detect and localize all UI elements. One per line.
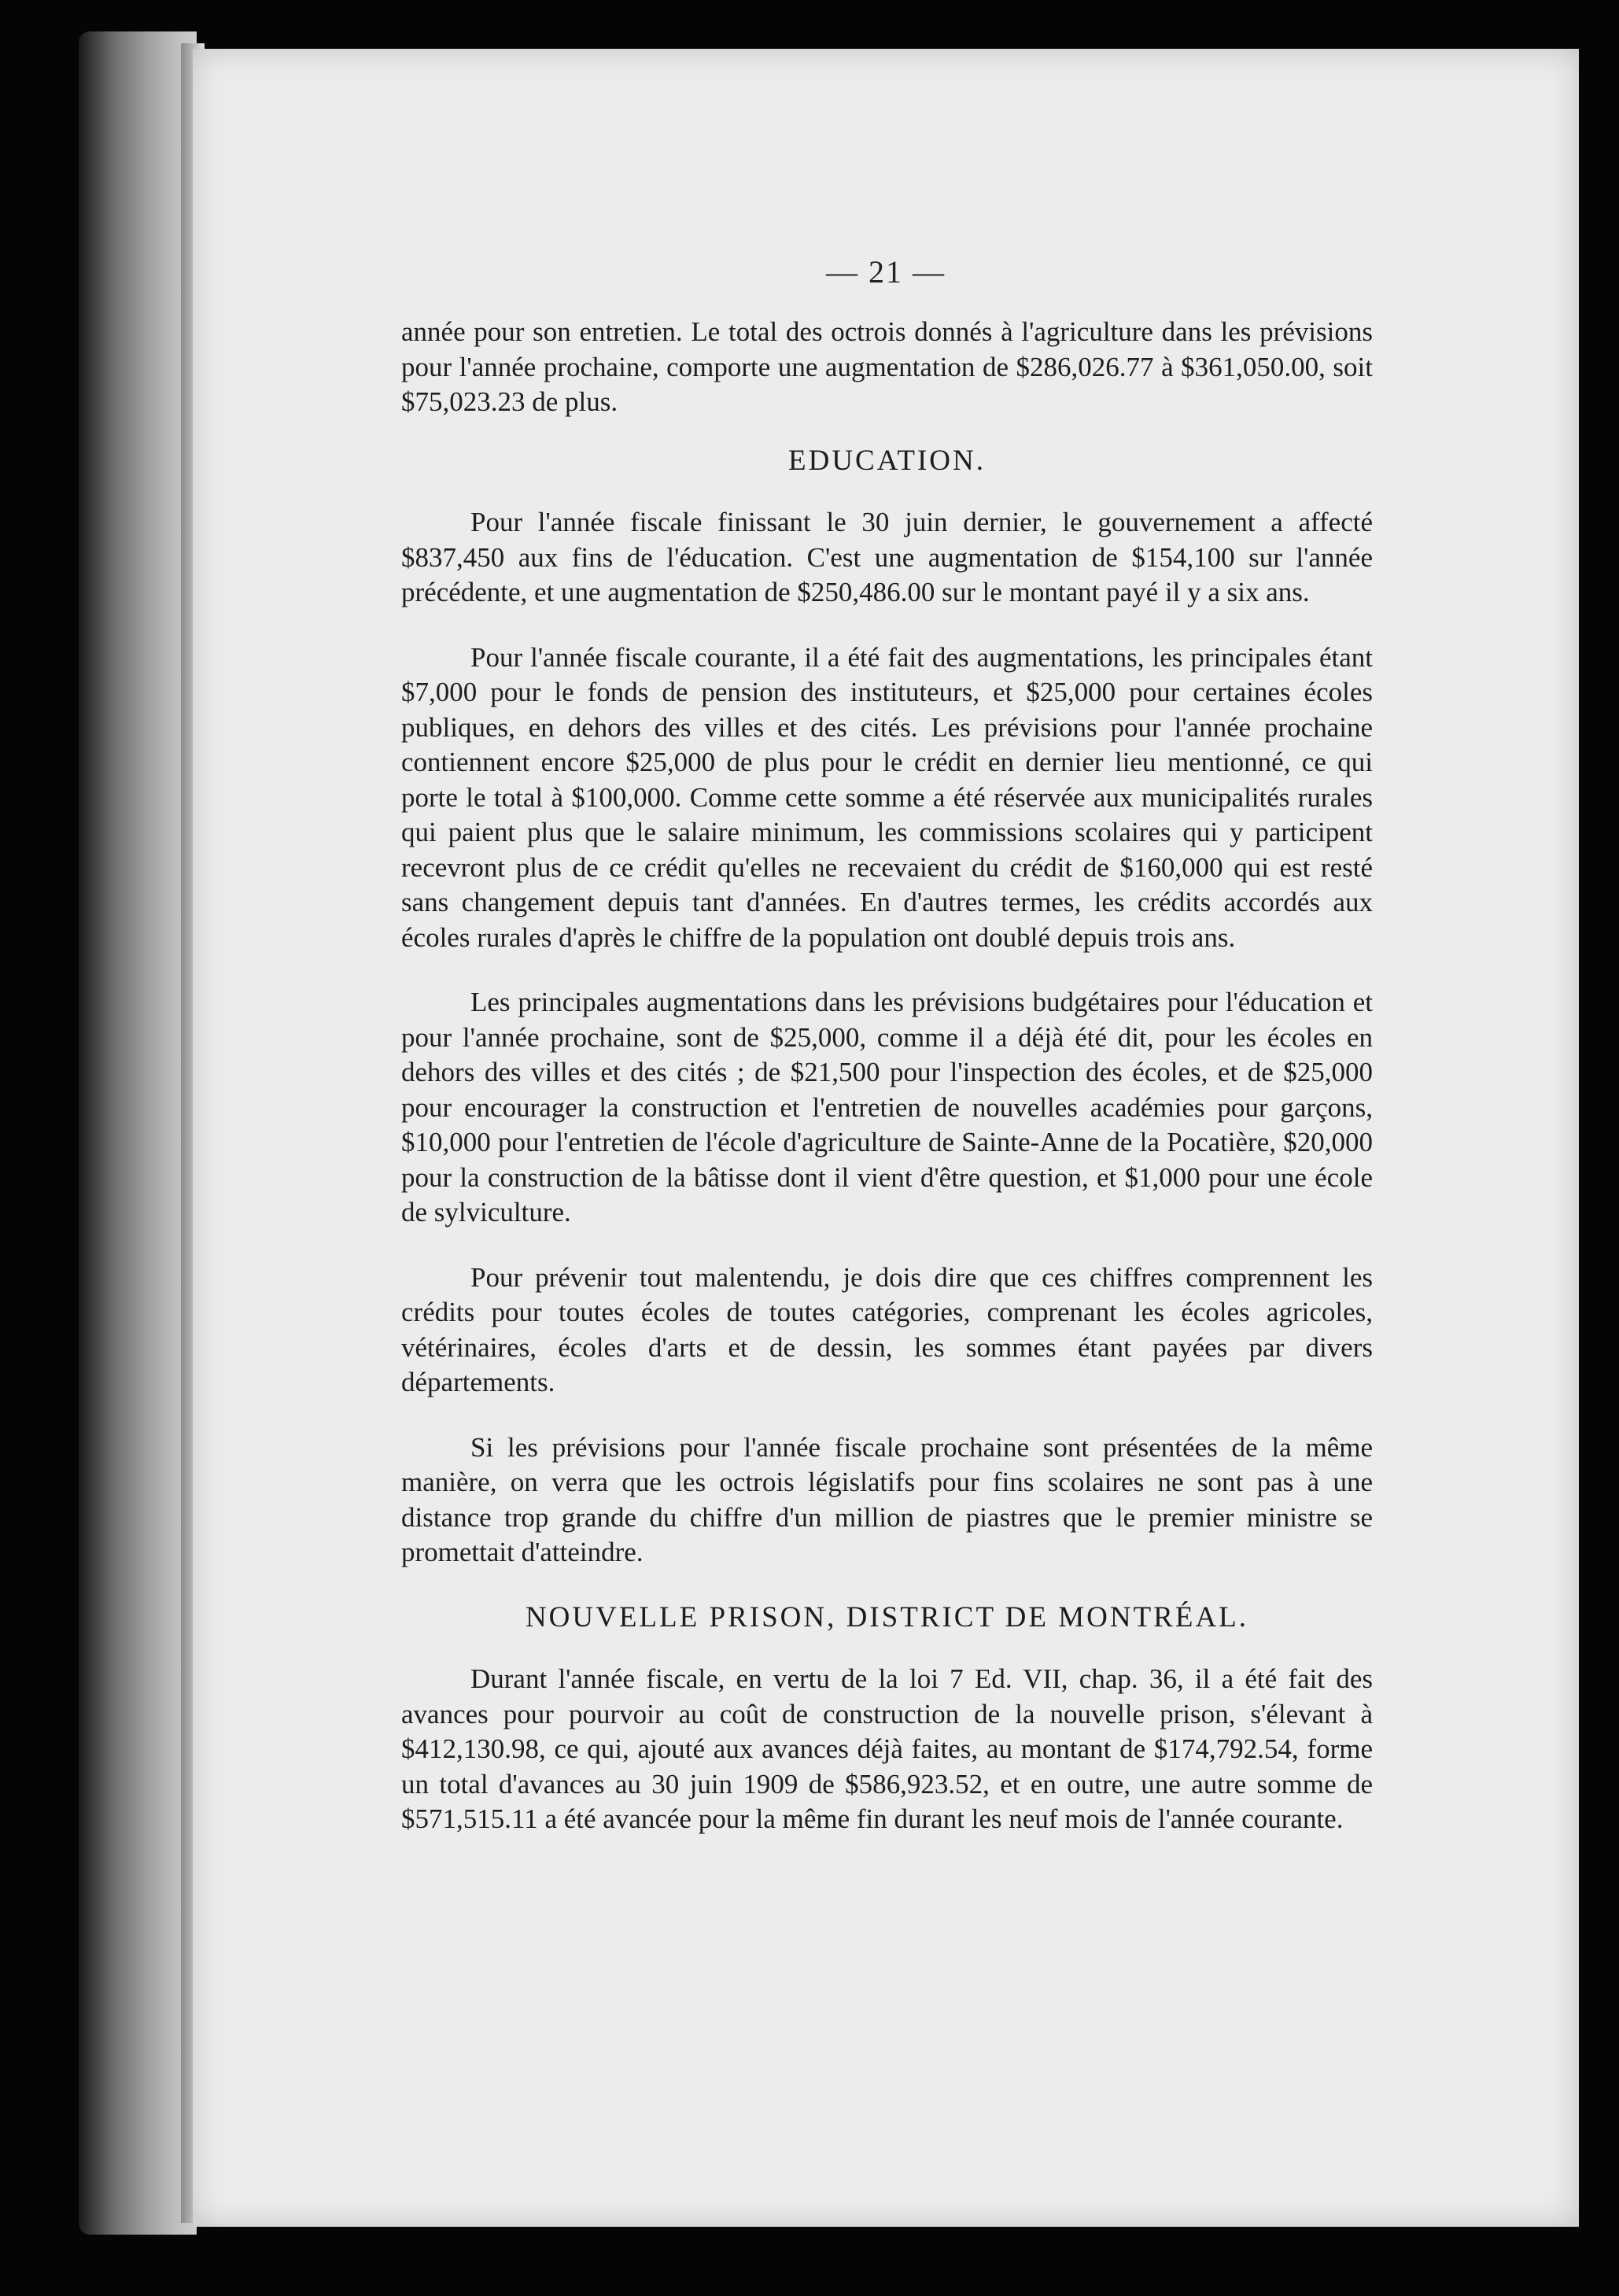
paragraph-1: Pour l'année fiscale finissant le 30 juin dernier, le gouvernement a affecté $837,450 aux fins de l'éducation. C'est une augmentation de $154,100 sur l'année précédente, et une augmentation de $250,486.00 sur le montant payé il y a six ans. bbox=[401, 507, 1373, 607]
body-text bbox=[401, 315, 1373, 1837]
paragraph-2: Pour l'année fiscale courante, il a été fait des augmentations, les principales étant $7,000 pour le fonds de pension des instituteurs, et $25,000 pour certaines écoles publiques, en dehors des villes et des cités. Les prévisions pour l'année prochaine contiennent encore $25,000 de plus pour le crédit en dernier lieu mentionné, ce qui porte le total à $100,000. Comme cette somme a été réservée aux municipalités rurales qui paient plus que le salaire minimum, les commissions scolaires qui y participent recevront plus de ce crédit qu'elles ne recevaient du crédit de $160,000 qui est resté sans changement depuis tant d'années. En d'autres termes, les crédits accordés aux écoles rurales d'après le chiffre de la population ont doublé depuis trois ans. bbox=[401, 641, 1373, 953]
section-heading-prison: NOUVELLE PRISON, DISTRICT DE MONTRÉAL. bbox=[525, 1600, 1249, 1633]
paragraph-4: Pour prévenir tout malentendu, je dois dire que ces chiffres comprennent les crédits pour toutes écoles de toutes catégories, comprenant les écoles agricoles, vétérinaires, écoles d'arts et de dessin, les sommes étant payées par divers départements. bbox=[401, 1261, 1373, 1397]
paragraph-5: Si les prévisions pour l'année fiscale prochaine sont présentées de la même manière, on verra que les octrois législatifs pour fins scolaires ne sont pas à une distance trop grande du chiffre d'un million de piastres que le premier ministre se promettait d'atteindre. bbox=[401, 1431, 1373, 1567]
intro-paragraph: année pour son entretien. Le total des octrois donnés à l'agriculture dans les prévisions pour l'année prochaine, comporte une augmentation de $286,026.77 à $361,050.00, soit $75,023.23 de plus. bbox=[401, 316, 1373, 417]
document-page bbox=[193, 49, 1579, 2227]
book-edge bbox=[79, 31, 197, 2235]
paragraph-3: Les principales augmentations dans les prévisions budgétaires pour l'éducation et pour l'année prochaine, sont de $25,000, comme il a déjà été dit, pour les écoles en dehors des villes et des cités ; de $21,500 pour l'inspection des écoles, et de $25,000 pour encourager la construction et l'entretien de nouvelles académies pour garçons, $10,000 pour l'entretien de l'école d'agriculture de Sainte-Anne de la Pocatière, $20,000 pour la construction de la bâtisse dont il vient d'être question, et $1,000 pour une école de sylviculture. bbox=[401, 987, 1373, 1227]
paragraph-6: Durant l'année fiscale, en vertu de la loi 7 Ed. VII, chap. 36, il a été fait des avances pour pourvoir au coût de construction de la nouvelle prison, s'élevant à $412,130.98, ce qui, ajouté aux avances déjà faites, au montant de $174,792.54, forme un total d'avances au 30 juin 1909 de $586,923.52, et en outre, une autre somme de $571,515.11 a été avancée pour la même fin durant les neuf mois de l'année courante. bbox=[401, 1663, 1373, 1834]
section-heading-education: EDUCATION. bbox=[788, 444, 986, 477]
page-number: — 21 — bbox=[826, 254, 946, 290]
